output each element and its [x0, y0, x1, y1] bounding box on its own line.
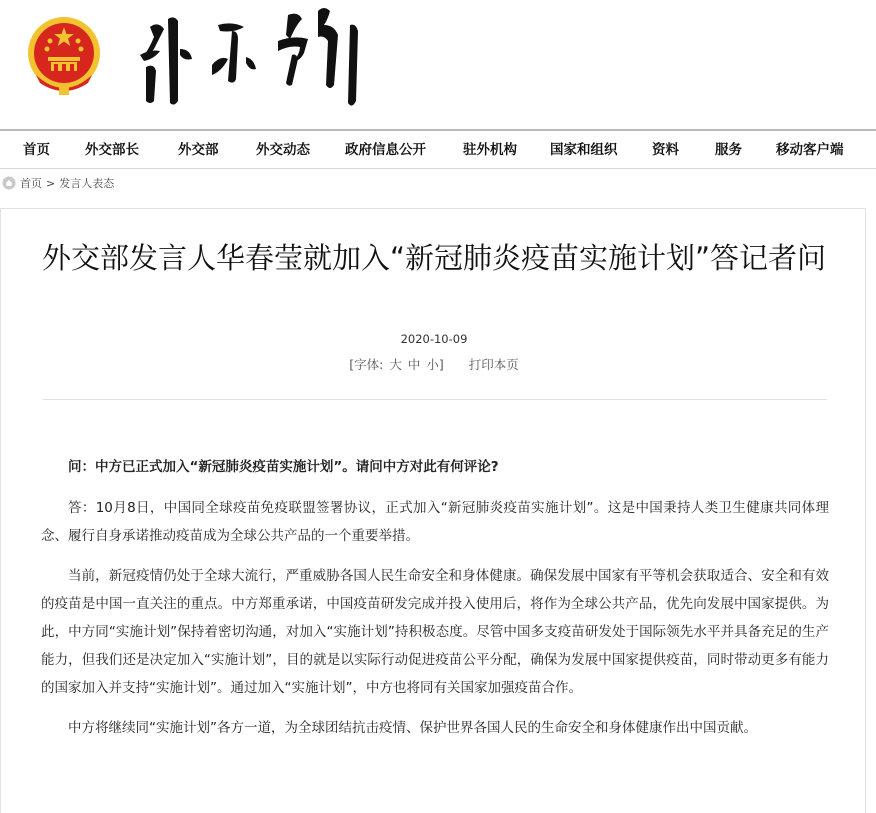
font-size-large-button[interactable]: 大 [389, 357, 402, 372]
nav-item-missions[interactable]: 驻外机构 [463, 142, 517, 158]
breadcrumb-home-link[interactable]: 首页 [20, 177, 42, 190]
nav-item-services[interactable]: 服务 [715, 142, 742, 158]
breadcrumb-separator: > [46, 176, 56, 190]
site-header [0, 0, 876, 128]
nav-item-countries[interactable]: 国家和组织 [550, 142, 618, 158]
nav-item-gov-info[interactable]: 政府信息公开 [345, 142, 426, 158]
article-paragraph: 当前，新冠疫情仍处于全球大流行，严重威胁各国人民生命安全和身体健康。确保发展中国家有平等机会获取适合、安全和有效的疫苗是中国一直关注的重点。中方郑重承诺，中国疫苗研发完成并投入使用后，将作为全球公共产品，优先向发展中国家提供。为此，中方同“实施计划”保持着密切沟通，对加入“实施计划”持积极态度。尽管中国多支疫苗研发处于国际领先水平并具备充足的生产能力，但我们还是决定加入“实施计划”，目的就是以实际行动促进疫苗公平分配，确保为发展中国家提供疫苗，同时带动更多有能力的国家加入并支持“实施计划”。通过加入“实施计划”，中方也将同有关国家加强疫苗合作。 [41, 568, 829, 696]
breadcrumb-current-link[interactable]: 发言人表态 [59, 177, 115, 190]
ministry-calligraphy-logo [128, 5, 368, 115]
nav-item-diplomatic-news[interactable]: 外交动态 [256, 142, 310, 158]
article-title: 外交部发言人华春莹就加入“新冠肺炎疫苗实施计划”答记者问 [41, 241, 827, 275]
national-emblem-icon [26, 15, 102, 97]
article-tools [1, 355, 867, 373]
article-panel [0, 208, 866, 813]
nav-item-resources[interactable]: 资料 [652, 142, 679, 158]
font-size-medium-button[interactable]: 中 [407, 357, 421, 372]
font-size-label: [字体: [349, 357, 384, 372]
nav-item-mobile[interactable]: 移动客户端 [776, 142, 844, 158]
print-page-link[interactable]: 打印本页 [468, 357, 519, 372]
article-divider [43, 399, 827, 400]
article-paragraph: 中方将继续同“实施计划”各方一道，为全球团结抗击疫情、保护世界各国人民的生命安全和身体健康作出中国贡献。 [68, 720, 757, 736]
home-icon [2, 176, 16, 190]
article-body [41, 453, 829, 754]
font-size-small-button[interactable]: 小] [426, 357, 444, 372]
article-paragraph: 答：10月8日，中国同全球疫苗免疫联盟签署协议，正式加入“新冠肺炎疫苗实施计划”。这是中国秉持人类卫生健康共同体理念、履行自身承诺推动疫苗成为全球公共产品的一个重要举措。 [41, 500, 829, 544]
main-nav [0, 129, 876, 169]
nav-item-minister[interactable]: 外交部长 [85, 142, 139, 158]
nav-item-home[interactable]: 首页 [23, 142, 50, 158]
article-date: 2020-10-09 [400, 332, 468, 346]
breadcrumb [0, 172, 114, 194]
nav-item-ministry[interactable]: 外交部 [178, 142, 219, 158]
article-question: 问：中方已正式加入“新冠肺炎疫苗实施计划”。请问中方对此有何评论? [68, 459, 499, 475]
